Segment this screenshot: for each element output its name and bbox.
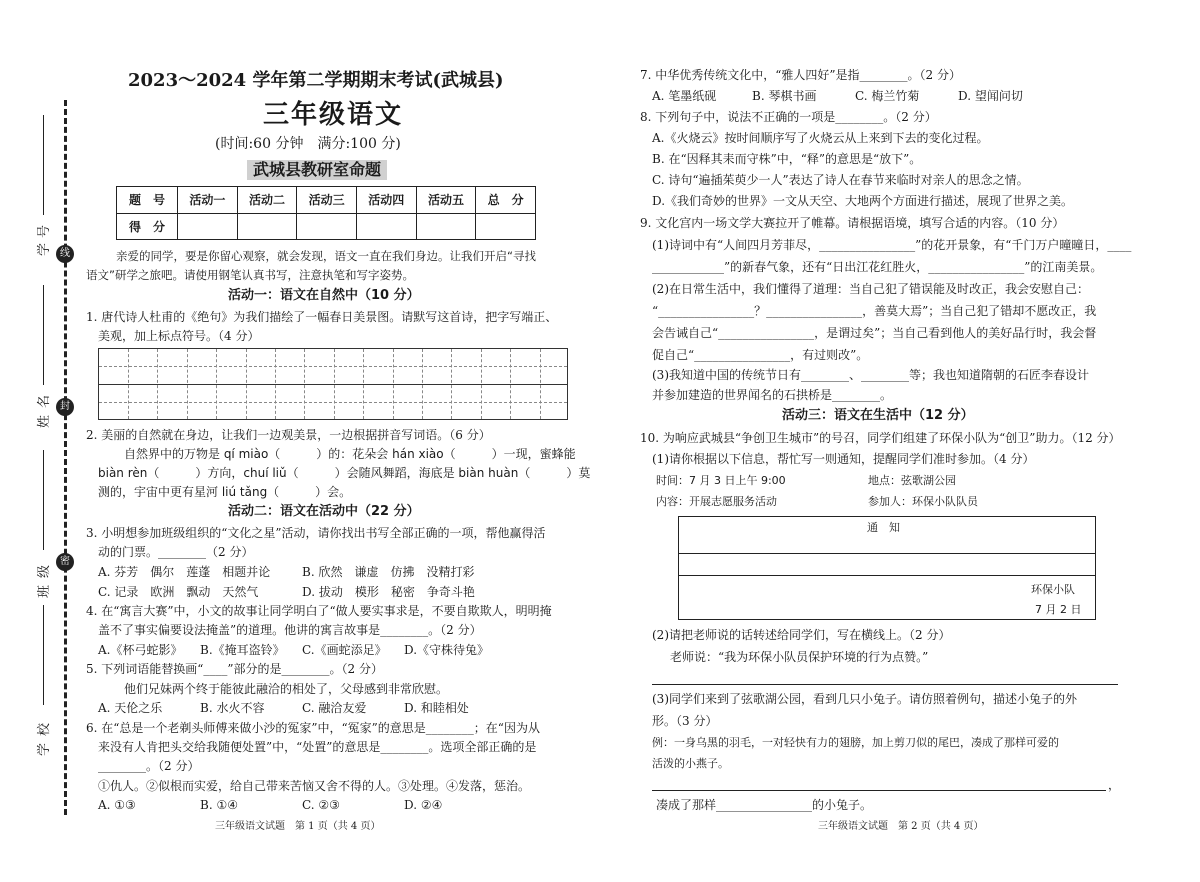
seal-mark: 封 (56, 398, 74, 416)
question-text: 2. 美丽的自然就在身边，让我们一边观美景，一边根据拼音写词语。（6 分） (86, 428, 491, 442)
margin-label-school: 学 (37, 742, 53, 757)
question-text: (2)在日常生活中，我们懂得了道理：当自己犯了错误能及时改正，我会安慰自己： (652, 282, 1090, 296)
notice-info: 地点：弦歌湖公园 (868, 474, 956, 487)
page-footer: 三年级语文试题 第 1 页（共 4 页） (215, 821, 381, 832)
question-text: 美观，加上标点符号。（4 分） (98, 329, 260, 343)
writing-line[interactable] (679, 553, 1095, 554)
score-cell[interactable] (178, 213, 238, 240)
option[interactable]: D. ②④ (404, 798, 443, 812)
question-text: 促自己“________________，有过则改”。 (652, 348, 869, 362)
question-text: 形。（3 分） (652, 714, 718, 728)
question-text: 盖不了事实偏要设法掩盖”的道理。他讲的寓言故事是________。（2 分） (98, 623, 482, 637)
question-text: 会告诫自己“________________，是谓过矣”；当自己看到他人的美好品行时，我会督 (652, 326, 1097, 340)
question-text: 来没有人肯把头交给我随便处置”中，“处置”的意思是________。选项全部正确的是 (98, 740, 537, 754)
question-text: (2)请把老师说的话转述给同学们，写在横线上。（2 分） (652, 628, 951, 642)
option[interactable]: A. 笔墨纸砚 (652, 89, 717, 103)
exam-org: 武城县教研室命题 (247, 160, 387, 180)
option[interactable]: B. 琴棋书画 (752, 89, 817, 103)
intro-text: 语文”研学之旅吧。请使用钢笔认真书写，注意执笔和写字姿势。 (86, 268, 414, 282)
example-text: 活泼的小燕子。 (652, 757, 729, 770)
question-text: 他们兄妹两个终于能彼此融洽的相处了，父母感到非常欣慰。 (124, 682, 449, 696)
writing-line[interactable] (652, 790, 1106, 791)
question-text: (1)诗词中有“人间四月芳菲尽，________________”的花开景象，有“千门万户曈曈日，____ (652, 238, 1132, 252)
score-cell[interactable] (356, 213, 416, 240)
question-text: 9. 文化宫内一场文学大赛拉开了帷幕。请根据语境，填写合适的内容。（10 分） (640, 216, 1065, 230)
question-text: ①仇人。②似根而实爱，给自己带来苦恼又舍不得的人。③处理。④发落，惩治。 (98, 779, 531, 793)
notice-info: 参加人：环保小队队员 (868, 495, 978, 508)
question-text: ____________”的新春气象，还有“日出江花红胜火，________________”的江南美景。 (652, 260, 1103, 274)
score-cell[interactable] (476, 213, 536, 240)
notice-info: 时间：7 月 3 日上午 9:00 (656, 474, 786, 487)
question-text: (1)请你根据以下信息，帮忙写一则通知，提醒同学们准时参加。（4 分） (652, 452, 1035, 466)
section-heading: 活动三：语文在生活中（12 分） (782, 408, 974, 423)
notice-signature: 环保小队 (1031, 583, 1075, 596)
score-cell[interactable] (237, 213, 297, 240)
question-text: (3)我知道中国的传统节日有________、________等；我也知道隋朝的石匠李春设计 (652, 368, 1090, 382)
option[interactable]: C. 融洽友爱 (302, 701, 367, 715)
score-header: 活动三 (297, 187, 357, 214)
question-text: ________。（2 分） (98, 759, 200, 773)
question-text: 动的门票。________（2 分） (98, 545, 254, 559)
question-text: 测的，宇宙中更有星河 liú tǎng（ ）会。 (98, 485, 352, 499)
section-heading: 活动一：语文在自然中（10 分） (228, 288, 420, 303)
margin-label-xuehao: 号 (37, 224, 53, 239)
seal-mark: 线 (56, 245, 74, 263)
question-text: 7. 中华优秀传统文化中，“雅人四好”是指________。（2 分） (640, 68, 961, 82)
score-header: 活动五 (416, 187, 476, 214)
margin-label-name: 名 (37, 394, 53, 409)
question-text: 10. 为响应武城县“争创卫生城市”的号召，同学们组建了环保小队为“创卫”助力。（12 分） (640, 431, 1121, 445)
option[interactable]: A. 天伦之乐 (98, 701, 163, 715)
fill-line[interactable] (43, 450, 44, 550)
margin-label-name: 姓 (37, 414, 53, 429)
option[interactable]: C.《画蛇添足》 (302, 643, 387, 657)
option[interactable]: A.《火烧云》按时间顺序写了火烧云从上来到下去的变化过程。 (652, 131, 989, 145)
question-text: 并参加建造的世界闻名的石拱桥是________。 (652, 388, 893, 402)
option[interactable]: B. 水火不容 (200, 701, 265, 715)
teacher-quote: 老师说：“我为环保小队员保护环境的行为点赞。” (670, 650, 929, 664)
option[interactable]: B.《掩耳盗铃》 (200, 643, 285, 657)
question-text: 5. 下列词语能替换画“____”部分的是________。（2 分） (86, 662, 383, 676)
question-text: 8. 下列句子中，说法不正确的一项是________。（2 分） (640, 110, 937, 124)
intro-text: 亲爱的同学，要是你留心观察，就会发现，语文一直在我们身边。让我们开启“寻找 (116, 249, 536, 263)
fill-line[interactable] (43, 605, 44, 705)
option[interactable]: D. 拔动 模形 秘密 争奇斗艳 (302, 585, 475, 599)
option[interactable]: B. 在“因释其耒而守株”中，“释”的意思是“放下”。 (652, 152, 922, 166)
option[interactable]: A.《杯弓蛇影》 (98, 643, 183, 657)
question-text: biàn rèn（ ）方向，chuí liǔ（ ）会随风舞蹈，海底是 biàn huàn（ ）莫 (98, 466, 591, 480)
score-header: 总 分 (476, 187, 536, 214)
option[interactable]: A. ①③ (98, 798, 136, 812)
option[interactable]: A. 芬芳 偶尔 莲蓬 相题并论 (98, 565, 271, 579)
exam-title: 2023～2024 学年第二学期期末考试(武城县) (128, 70, 504, 91)
fill-line[interactable] (43, 285, 44, 385)
option[interactable]: C. 梅兰竹菊 (855, 89, 920, 103)
score-header: 活动一 (178, 187, 238, 214)
seal-mark: 密 (56, 553, 74, 571)
question-text: 自然界中的万物是 qí miào（ ）的：花朵会 hán xiào（ ）一现，蜜蜂能 (124, 447, 576, 461)
margin-label-class: 级 (37, 564, 53, 579)
writing-line[interactable] (679, 575, 1095, 576)
option[interactable]: D.《我们奇妙的世界》一文从天空、大地两个方面进行描述，展现了世界之美。 (652, 194, 1074, 208)
question-text: 凑成了那样________________的小兔子。 (656, 798, 873, 812)
fill-line[interactable] (43, 115, 44, 215)
notice-date: 7 月 2 日 (1035, 603, 1082, 616)
example-text: 例：一身乌黑的羽毛，一对轻快有力的翅膀，加上剪刀似的尾巴，凑成了那样可爱的 (652, 736, 1059, 749)
score-cell[interactable] (416, 213, 476, 240)
seal-dashed-line (64, 100, 67, 815)
margin-label-school: 校 (37, 722, 53, 737)
question-text: (3)同学们来到了弦歌湖公园，看到几只小兔子。请仿照着例句，描述小兔子的外 (652, 692, 1078, 706)
option[interactable]: D.《守株待兔》 (404, 643, 490, 657)
section-heading: 活动二：语文在活动中（22 分） (228, 504, 420, 519)
notice-title: 通 知 (867, 521, 900, 534)
option[interactable]: B. 欣然 谦虚 仿拂 没精打彩 (302, 565, 475, 579)
score-header: 活动四 (356, 187, 416, 214)
question-text: “________________？________________，善莫大焉”；当自己犯了错却不愿改正，我 (652, 304, 1097, 318)
question-text: 1. 唐代诗人杜甫的《绝句》为我们描绘了一幅春日美景图。请默写这首诗，把字写端正、 (86, 310, 558, 324)
notice-box[interactable] (678, 516, 1096, 620)
option[interactable]: C. 诗句“遍插茱萸少一人”表达了诗人在春节来临时对亲人的思念之情。 (652, 173, 1029, 187)
score-cell[interactable] (297, 213, 357, 240)
margin-label-class: 班 (37, 584, 53, 599)
score-table (116, 186, 536, 240)
subject-title: 三年级语文 (263, 100, 404, 130)
question-text: 6. 在“总是一个老剃头师傅来做小沙的冤家”中，“冤家”的意思是________；在“因为从 (86, 721, 540, 735)
writing-grid[interactable] (98, 348, 568, 420)
writing-line[interactable] (652, 684, 1118, 685)
question-text: 3. 小明想参加班级组织的“文化之星”活动，请你找出书写全部正确的一项，帮他赢得活 (86, 526, 546, 540)
option[interactable]: C. 记录 欧洲 飘动 天然气 (98, 585, 259, 599)
score-header: 题 号 (117, 187, 178, 214)
page-footer: 三年级语文试题 第 2 页（共 4 页） (818, 821, 984, 832)
option[interactable]: B. ①④ (200, 798, 238, 812)
score-row-label: 得 分 (117, 213, 178, 240)
score-header: 活动二 (237, 187, 297, 214)
margin-label-xuehao: 学 (37, 242, 53, 257)
question-text: 4. 在“寓言大赛”中，小文的故事让同学明白了“做人要实事求是，不要自欺欺人，明明掩 (86, 604, 552, 618)
option[interactable]: D. 望闻问切 (958, 89, 1023, 103)
exam-time: (时间:60 分钟 满分:100 分) (215, 136, 401, 152)
option[interactable]: D. 和睦相处 (404, 701, 469, 715)
option[interactable]: C. ②③ (302, 798, 340, 812)
punctuation: ， (1108, 778, 1121, 792)
notice-info: 内容：开展志愿服务活动 (656, 495, 777, 508)
